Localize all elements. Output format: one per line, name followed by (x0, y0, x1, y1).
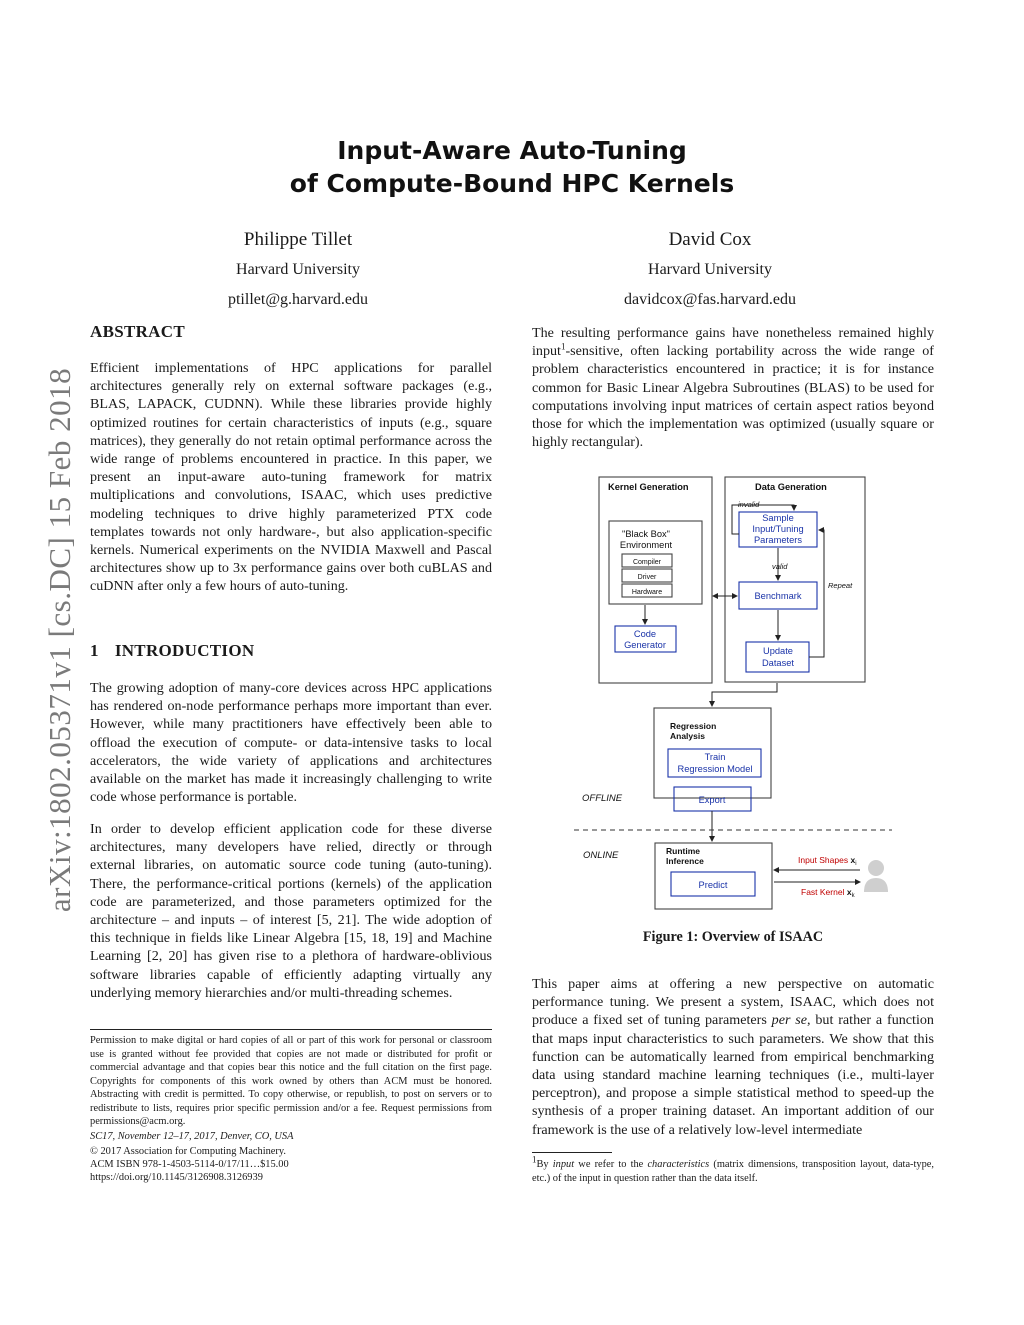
author-2 (560, 229, 860, 311)
export-label: Export (698, 795, 726, 805)
footnote-number: 1 (532, 1154, 537, 1165)
abstract-heading: ABSTRACT (90, 322, 185, 341)
right-paragraph-1 (532, 324, 934, 451)
abstract-text: Efficient implementations of HPC applications for parallel architectures generally rely on external software packages (e.g., BLAS, LAPACK, CUDNN). While these libraries provide highly optimized routines for certain characteristics of inputs (e.g., square matrices), they generally do not retain optimal performance across the wide range of problems encountered in practice. In this paper, we present an input-aware auto-tuning framework for matrix multiplications and convolutions, ISAAC, which uses predictive modeling techniques to drive highly parameterized PTX code templates towards not only hardware-, but also application-specific kernels. Numerical experiments on the NVIDIA Maxwell and Pascal architectures show up to 3x performance gains over both cuBLAS and cuDNN after only a few hours of auto-tuning. (90, 360, 492, 595)
train-label-1: Train (704, 752, 726, 762)
code-generator-label-2: Generator (624, 640, 666, 650)
author-affiliation: Harvard University (236, 261, 360, 278)
section-title: INTRODUCTION (114, 641, 255, 660)
paper-title (0, 134, 1024, 200)
regression-label-1: Regression (670, 721, 717, 731)
text-run: we refer to the (574, 1159, 648, 1170)
subscript: k (851, 893, 855, 899)
kernel-generation-label: Kernel Generation (608, 482, 689, 492)
text-run: Fast Kernel (801, 887, 847, 897)
sample-label-3: Parameters (753, 535, 803, 545)
black-box-label-1: "Black Box" (622, 529, 670, 539)
repeat-label: Repeat (828, 581, 853, 590)
invalid-label: invalid (738, 500, 760, 509)
footnote-marker: 1 (560, 341, 566, 352)
copyright-rule (90, 1029, 492, 1030)
author-affiliation: Harvard University (648, 261, 772, 278)
permission-notice: Permission to make digital or hard copies of all or part of this work for personal or classroom use is granted without fee provided that copies are not made or distributed for profit or commercial advantage and that copies bear this notice and the full citation on the first page. Copyrights for components of this work owned by others than ACM must be honored. Abstracting with credit is permitted. To copy otherwise, or republish, to post on servers or to redistribute to lists, requires prior specific permission and/or a fee. Request permissions from permissions@acm.org. (90, 1035, 492, 1127)
emphasis: characteristics (647, 1159, 710, 1170)
emphasis: per se (771, 1012, 808, 1029)
update-label-1: Update (763, 646, 793, 656)
benchmark-label: Benchmark (754, 591, 802, 601)
user-icon (864, 860, 888, 892)
subscript: i (855, 861, 857, 867)
arxiv-identifier: arXiv:1802.05371v1 [cs.DC] 15 Feb 2018 (42, 367, 77, 913)
fast-kernel-label (801, 887, 856, 899)
footnote-rule (532, 1152, 612, 1153)
author-1 (148, 229, 448, 311)
doi-line: https://doi.org/10.1145/3126908.3126939 (90, 1172, 263, 1183)
text-run: -sensitive, often lacking portability across the wide range of problem characteristics encountered in practice; it is for instance common for Basic Linear Algebra Subroutines (BLAS) to be used for computations involving input matrices of certain aspect ratios beyond those for which the implementation was optimized (usually square or highly rectangular). (532, 343, 934, 451)
predict-label: Predict (698, 880, 728, 890)
author-name: David Cox (668, 229, 752, 250)
footnote (532, 1154, 934, 1185)
text-run: The resulting performance gains have nonetheless remained highly input (532, 325, 934, 360)
copyright-line: © 2017 Association for Computing Machinery. (90, 1146, 286, 1157)
title-line-2: of Compute-Bound HPC Kernels (289, 169, 735, 198)
author-email: davidcox@fas.harvard.edu (624, 291, 796, 308)
code-generator-label-1: Code (633, 629, 657, 639)
hardware-label: Hardware (631, 589, 663, 596)
input-shapes-label (798, 855, 857, 867)
data-generation-label: Data Generation (755, 482, 827, 492)
isaac-overview-figure (532, 470, 934, 910)
figure-caption: Figure 1: Overview of ISAAC (642, 929, 824, 945)
compiler-label: Compiler (632, 559, 662, 566)
emphasis: input (552, 1159, 575, 1170)
update-label-2: Dataset (761, 658, 795, 668)
text-run: Input Shapes (798, 855, 851, 865)
sample-label-1: Sample (762, 513, 794, 523)
conference-info: SC17, November 12–17, 2017, Denver, CO, USA (90, 1131, 294, 1142)
runtime-label-1: Runtime (666, 846, 700, 856)
variable: x (846, 887, 852, 897)
offline-label: OFFLINE (582, 793, 623, 804)
runtime-label-2: Inference (666, 856, 704, 866)
intro-paragraph-2: In order to develop efficient application code for these diverse architectures, many developers have relied, directly or through external libraries, on automatic source code tuning (auto-tuning). There, the performance-critical portions (kernels) of the application code are parameterized, and those parameters optimized for the architecture – and inputs – of interest [5, 21]. The wide adoption of this technique in fields like Linear Algebra [15, 18, 19] and Machine Learning [2, 20] has given rise to a plethora of hardware-oblivious software libraries capable of efficiently adapting virtually any underlying memory hierarchies and/or multi-threading schemes. (90, 821, 492, 1001)
text-run: (matrix dimensions, transposition layout, data-type, etc.) of the input in question rather than the data itself. (532, 1159, 934, 1184)
regression-label-2: Analysis (670, 731, 705, 741)
train-label-2: Regression Model (677, 764, 753, 774)
sample-label-2: Input/Tuning (752, 524, 804, 534)
right-paragraph-2 (532, 975, 934, 1139)
author-name: Philippe Tillet (243, 229, 353, 250)
online-label: ONLINE (583, 850, 619, 861)
text-run: By (536, 1159, 553, 1170)
text-run: This paper aims at offering a new perspective on automatic performance tuning. We present a system, ISAAC, which does not produce a fixed set of tuning parameters (532, 976, 934, 1029)
author-email: ptillet@g.harvard.edu (227, 291, 369, 308)
text-run: , but rather a function that maps input characteristics to such parameters. We show that this function can be automatically learned from empirical benchmarking data using standard machine learning techniques (i.e., multi-layer perceptron), and propose a simple statistical method to speed-up the synthesis of a proper training dataset. An important addition of our framework is the use of a relatively low-level intermediate (532, 1012, 934, 1138)
intro-paragraph-1: The growing adoption of many-core devices across HPC applications has rendered on-node performance perhaps more important than ever. However, while many practitioners have effectively been able to offload the execution of compute- or data-intensive tasks to local accelerators, the wide variety of applications and architectures available on the market has made it increasingly challenging to write code whose performance is portable. (90, 680, 492, 806)
variable: x (850, 855, 856, 865)
black-box-label-2: Environment (619, 540, 673, 550)
valid-label: valid (772, 562, 788, 571)
title-line-1: Input-Aware Auto-Tuning (337, 136, 687, 165)
section-number: 1 (90, 641, 99, 660)
driver-label: Driver (637, 574, 657, 581)
intro-heading (90, 641, 492, 661)
isbn-line: ACM ISBN 978-1-4503-5114-0/17/11…$15.00 (90, 1159, 289, 1170)
